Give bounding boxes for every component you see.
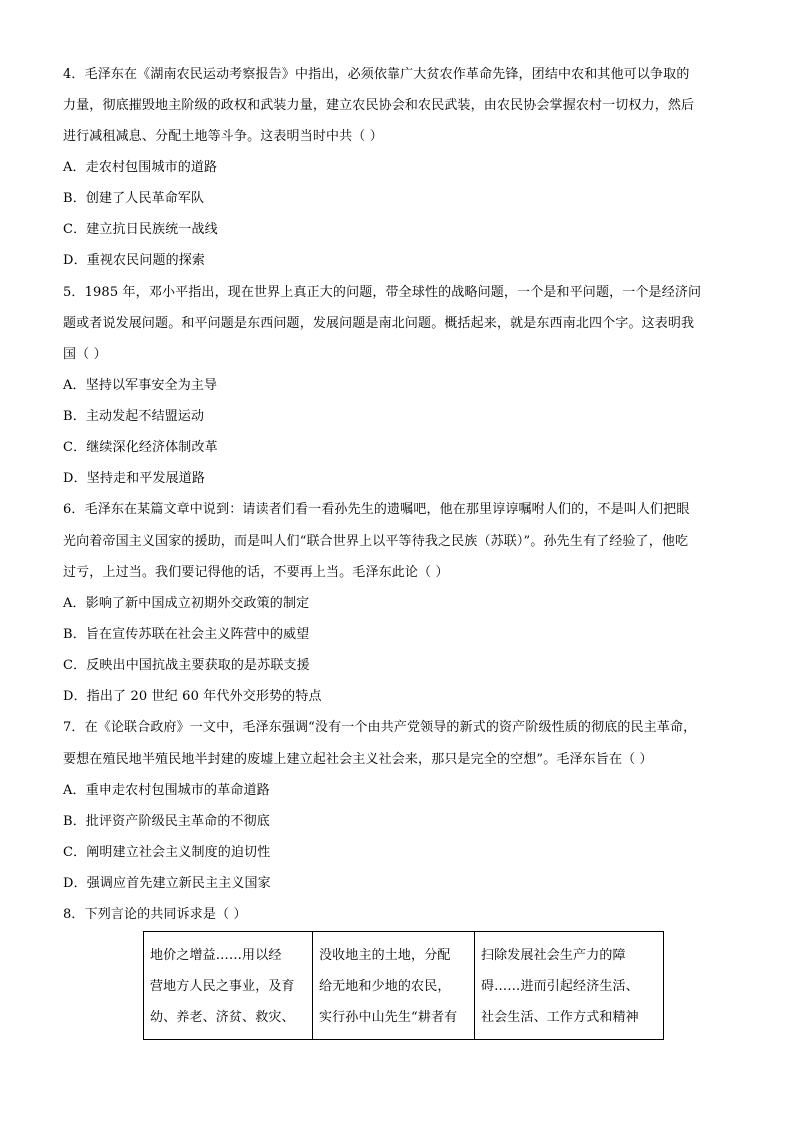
question-7-stem-line-2: 要想在殖民地半殖民地半封建的废墟上建立起社会主义社会来，那只是完全的空想”。毛泽东旨在（ ） <box>63 752 653 767</box>
quote-3-line-1: 扫除发展社会生产力的障 <box>481 948 626 963</box>
question-7-stem-line-1: 7．在《论联合政府》一文中，毛泽东强调“没有一个由共产党领导的新式的资产阶级性质的彻底的民主革命， <box>63 720 697 735</box>
question-4-stem-line-3: 进行减租减息、分配土地等斗争。这表明当时中共（ ） <box>63 129 383 144</box>
question-5-option-a: A．坚持以军事安全为主导 <box>63 378 218 393</box>
question-7-option-a: A．重申走农村包围城市的革命道路 <box>63 783 270 798</box>
question-4-stem-line-1: 4．毛泽东在《湖南农民运动考察报告》中指出，必须依靠广大贫农作革命先锋，团结中农和其他可以争取的 <box>63 67 690 82</box>
question-6-option-d: D．指出了 20 世纪 60 年代外交形势的特点 <box>63 689 322 704</box>
question-5-option-b: B．主动发起不结盟运动 <box>63 409 205 424</box>
question-5-stem-line-3: 国（ ） <box>63 347 107 362</box>
quote-1-line-3: 幼、养老、济贫、救灾、 <box>150 1010 295 1025</box>
question-7-option-b: B．批评资产阶级民主革命的不彻底 <box>63 814 270 829</box>
question-4-stem-line-2: 力量，彻底摧毁地主阶级的政权和武装力量，建立农民协会和农民武装，由农民协会掌握农村一切权力，然后 <box>63 98 695 113</box>
question-6-option-c: C．反映出中国抗战主要获取的是苏联支援 <box>63 658 310 673</box>
quote-3-line-3: 社会生活、工作方式和精神 <box>481 1010 639 1025</box>
question-6-stem-line-3: 过亏，上过当。我们要记得他的话，不要再上当。毛泽东此论（ ） <box>63 565 449 580</box>
quote-cell-3 <box>475 932 664 1040</box>
question-7-option-d: D．强调应首先建立新民主主义国家 <box>63 876 271 891</box>
question-5-stem-line-1: 5．1985 年，邓小平指出，现在世界上真正大的问题，带全球性的战略问题，一个是和平问题，一个是经济问 <box>63 285 702 300</box>
question-6-stem-line-1: 6．毛泽东在某篇文章中说到：请读者们看一看孙先生的遗嘱吧，他在那里谆谆嘱咐人们的，不是叫人们把眼 <box>63 502 690 517</box>
quote-2-line-2: 给无地和少地的农民， <box>319 979 451 994</box>
question-5-option-c: C．继续深化经济体制改革 <box>63 440 218 455</box>
question-6-option-b: B．旨在宣传苏联在社会主义阵营中的威望 <box>63 627 310 642</box>
quote-1-line-1: 地价之增益……用以经 <box>150 948 282 963</box>
quote-cell-1 <box>144 932 313 1040</box>
question-5-option-d: D．坚持走和平发展道路 <box>63 471 206 486</box>
quote-cell-2 <box>313 932 475 1040</box>
question-7-option-c: C．阐明建立社会主义制度的迫切性 <box>63 845 271 860</box>
quote-2-line-1: 没收地主的土地，分配 <box>319 948 451 963</box>
quote-3-line-2: 碍……进而引起经济生活、 <box>481 979 639 994</box>
question-4-option-d: D．重视农民问题的探索 <box>63 253 206 268</box>
question-5-stem-line-2: 题或者说发展问题。和平问题是东西问题，发展问题是南北问题。概括起来，就是东西南北四个字。这表明我 <box>63 316 695 331</box>
question-6-option-a: A．影响了新中国成立初期外交政策的制定 <box>63 596 310 611</box>
question-4-option-c: C．建立抗日民族统一战线 <box>63 222 218 237</box>
question-4-option-b: B．创建了人民革命军队 <box>63 191 205 206</box>
quote-1-line-2: 营地方人民之事业，及育 <box>150 979 295 994</box>
question-4-option-a: A．走农村包围城市的道路 <box>63 160 218 175</box>
quotes-table <box>143 931 664 1040</box>
quotes-table-row <box>144 932 664 1040</box>
quote-2-line-3: 实行孙中山先生“耕者有 <box>319 1010 458 1025</box>
question-8-stem-line-1: 8．下列言论的共同诉求是（ ） <box>63 907 247 922</box>
question-6-stem-line-2: 光向着帝国主义国家的援助，而是叫人们“联合世界上以平等待我之民族（苏联）”。孙先生有了经验了，他吃 <box>63 534 689 549</box>
